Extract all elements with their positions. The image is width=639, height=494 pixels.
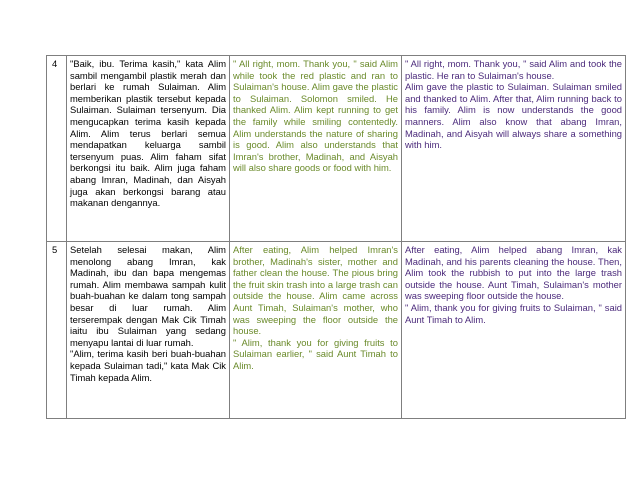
malay-text-p1: Setelah selesai makan, Alim menolong abang Imran, kak Madinah, ibu dan bapa mengemas rumah. Alim membawa sampah kulit buah-buahan ke dalam tong sampah besar di luar rumah. Alim terserempak dengan Mak Cik Timah iaitu ibu Sulaiman yang sedang menyapu lantai di luar rumah.	[70, 244, 226, 348]
row-number: 5	[47, 242, 67, 419]
english-text-p2: " Alim, thank you for giving fruits to Sulaiman earlier, " said Aunt Timah to Alim.	[233, 336, 398, 371]
malay-text: "Baik, ibu. Terima kasih," kata Alim sambil mengambil plastik merah dan berlari ke rumah Sulaiman. Alim memberikan plastik tersebut kepada Sulaiman. Sulaiman tersenyum. Dia mengucapkan terima kasih kepada Alim. Alim terus berlari semua mendapatkan keluarga sambil tersenyum puas. Alim faham sifat berkongsi itu baik. Alim juga faham abang Imran, Madinah, dan Aisyah juga akan berkongsi barang atau makanan dengannya.	[70, 58, 226, 209]
revised-translation-cell	[402, 242, 626, 419]
english-text: " All right, mom. Thank you, " said Alim while took the red plastic and ran to Sulaiman's house. Alim gave the plastic to Sulaiman. Solomon smiled. He thanked Alim. Alim kept running to get the family while smiling contentedly. Alim understands the nature of sharing is good. Alim also understands that Imran's brother, Madinah, and Aisyah will also share goods or food with him.	[233, 58, 398, 174]
english-translation-cell	[230, 56, 402, 242]
malay-text-cell	[67, 242, 230, 419]
row-number: 4	[47, 56, 67, 242]
revised-text-p2: Alim gave the plastic to Sulaiman. Sulaiman smiled and thanked to Alim. After that, Alim running back to his family. Alim is now understands the good manners. Alim also know that abang Imran, Madinah, and Aisyah will always share a something with him.	[405, 81, 622, 151]
malay-text-p2: "Alim, terima kasih beri buah-buahan kepada Sulaiman tadi," kata Mak Cik Timah kepada Alim.	[70, 348, 226, 383]
revised-translation-cell	[402, 56, 626, 242]
malay-text-cell	[67, 56, 230, 242]
translation-table	[46, 55, 626, 419]
english-translation-cell	[230, 242, 402, 419]
table-row	[47, 56, 626, 242]
english-text-p1: After eating, Alim helped Imran's brother, Madinah's sister, mother and father clean the house. The pious bring the fruit skin trash into a large trash can outside the house. Alim came across Aunt Timah, Sulaiman's mother, who was sweeping the floor outside the house.	[233, 244, 398, 337]
revised-text-p2: " Alim, thank you for giving fruits to Sulaiman, " said Aunt Timah to Alim.	[405, 301, 622, 325]
revised-text-p1: After eating, Alim helped abang Imran, kak Madinah, and his parents cleaning the house. Then, Alim took the rubbish to put into the large trash outside the house. Aunt Timah, Sulaiman's mother was sweeping floor outside the house.	[405, 244, 622, 302]
revised-text-p1: " All right, mom. Thank you, " said Alim and took the plastic. He ran to Sulaiman's house.	[405, 58, 622, 81]
table-row	[47, 242, 626, 419]
